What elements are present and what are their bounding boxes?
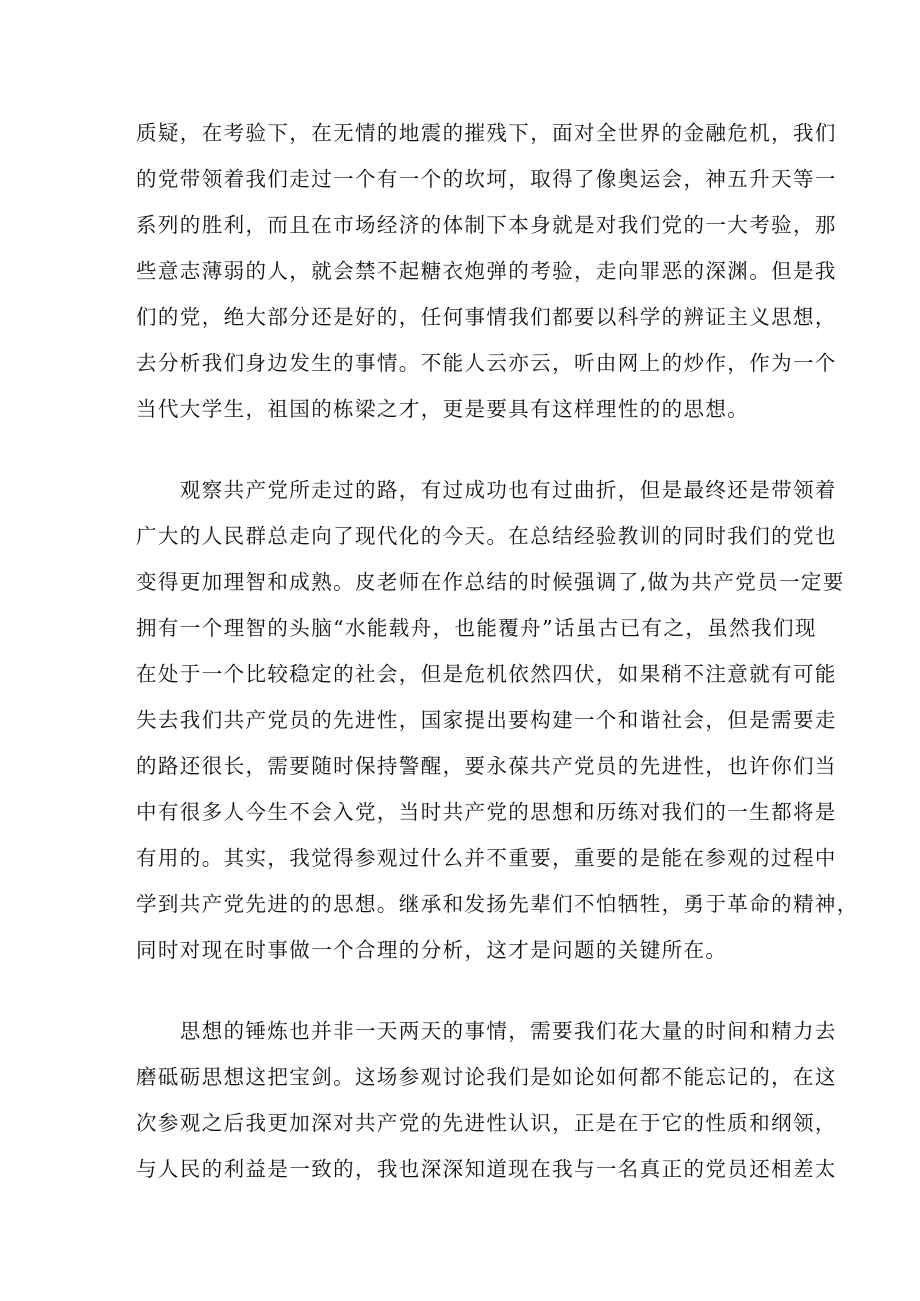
text-line: 思想的锤炼也并非一天两天的事情，需要我们花大量的时间和精力去 [136,1019,837,1043]
text-line: 与人民的利益是一致的，我也深深知道现在我与一名真正的党员还相差太 [136,1157,837,1181]
document-body [136,110,859,1192]
paragraph-spacer [136,432,786,467]
text-line: 拥有一个理智的头脑“水能载舟，也能覆舟”话虽古已有之，虽然我们现 [136,616,817,640]
text-line: 变得更加理智和成熟。皮老师在作总结的时候强调了,做为共产党员一定要 [136,570,845,594]
paragraph-spacer [136,973,786,1008]
text-line: 观察共产党所走过的路，有过成功也有过曲折，但是最终还是带领着 [136,478,837,502]
text-line: 在处于一个比较稳定的社会，但是危机依然四伏，如果稍不注意就有可能 [136,662,837,686]
text-line: 同时对现在时事做一个合理的分析，这才是问题的关键所在。 [136,938,728,962]
text-line: 们的党，绝大部分还是好的，任何事情我们都要以科学的辨证主义思想， [136,305,837,329]
text-line: 的路还很长，需要随时保持警醒，要永葆共产党员的先进性，也许你们当 [136,754,837,778]
text-line: 的党带领着我们走过一个有一个的坎坷，取得了像奥运会，神五升天等一 [136,167,837,191]
paragraph-1 [136,110,837,432]
paragraph-2 [136,467,859,973]
text-line: 学到共产党先进的的思想。继承和发扬先辈们不怕牺牲，勇于革命的精神， [136,892,859,916]
text-line: 些意志薄弱的人，就会禁不起糖衣炮弹的考验，走向罪恶的深渊。但是我 [136,259,837,283]
text-line: 失去我们共产党员的先进性，国家提出要构建一个和谐社会，但是需要走 [136,708,837,732]
text-line: 有用的。其实，我觉得参观过什么并不重要，重要的是能在参观的过程中 [136,846,837,870]
text-line: 当代大学生，祖国的栋梁之才，更是要具有这样理性的的思想。 [136,397,750,421]
text-line: 系列的胜利，而且在市场经济的体制下本身就是对我们党的一大考验，那 [136,213,837,237]
text-line: 去分析我们身边发生的事情。不能人云亦云，听由网上的炒作，作为一个 [136,351,837,375]
text-line: 次参观之后我更加深对共产党的先进性认识，正是在于它的性质和纲领， [136,1111,837,1135]
text-line: 广大的人民群总走向了现代化的今天。在总结经验教训的同时我们的党也 [136,524,837,548]
text-line: 磨砥砺思想这把宝剑。这场参观讨论我们是如论如何都不能忘记的，在这 [136,1065,837,1089]
text-line: 中有很多人今生不会入党，当时共产党的思想和历练对我们的一生都将是 [136,800,837,824]
paragraph-3 [136,1008,837,1192]
text-line: 质疑，在考验下，在无情的地震的摧残下，面对全世界的金融危机，我们 [136,121,837,145]
